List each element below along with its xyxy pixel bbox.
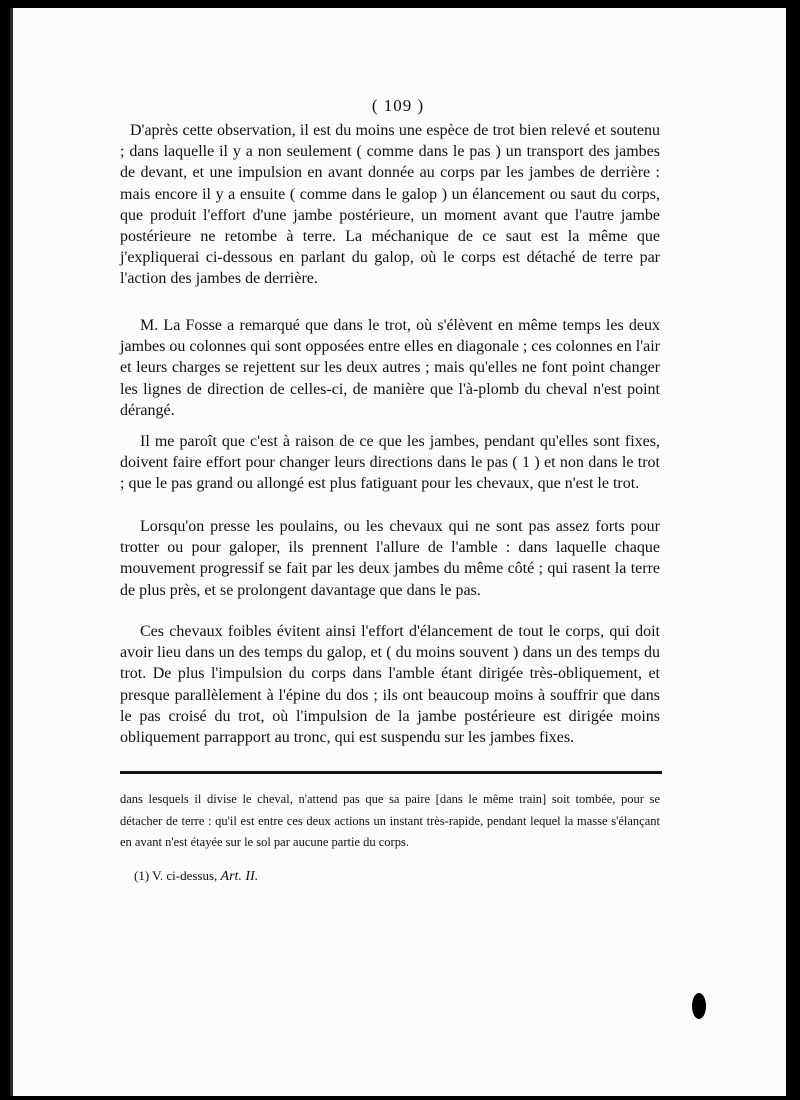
paragraph-3: Il me paroît que c'est à raison de ce que les jambes, pendant qu'elles sont fixes, doivent faire effort pour changer leurs directions dans le pas ( 1 ) et non dans le trot ; que le pas grand ou allongé est plus fatiguant pour les chevaux, que n'est le trot. — [120, 433, 660, 493]
paragraph-4: Lorsqu'on presse les poulains, ou les chevaux qui ne sont pas assez forts pour trotter ou pour galoper, ils prennent l'allure de l'amble : dans laquelle chaque mouvement progressif se fait par les deux jambes du même côté ; qui rasent la terre de plus près, et se prolongent davantage que dans le pas. — [120, 518, 660, 599]
footnote-1-marker: (1) V. ci-dessus, — [134, 868, 218, 883]
footnote-divider — [120, 771, 662, 774]
page-edge-shadow — [10, 8, 13, 1096]
page-number: ( 109 ) — [371, 96, 425, 115]
document-page — [10, 8, 786, 1096]
ink-blot — [692, 993, 706, 1019]
paragraph-1: D'après cette observation, il est du moins une espèce de trot bien relevé et soutenu ; dans laquelle il y a non seulement ( comme dans le pas ) un transport des jambes de devant, et une impulsion en avant donnée au corps par les jambes de derrière : mais encore il y a ensuite ( comme dans le galop ) un élancement ou saut du corps, que produit l'effort d'une jambe postérieure, un moment avant que l'autre jambe postérieure ne retombe à terre. La méchanique de ce saut est la même que j'expliquerai ci-dessous en parlant du galop, où le corps est détaché de terre par l'action des jambes de derrière. — [120, 122, 660, 288]
paragraph-2: M. La Fosse a remarqué que dans le trot, où s'élèvent en même temps les deux jambes ou colonnes qui sont opposées entre elles en diagonale ; ces colonnes en l'air et leurs charges se rejettent sur les deux autres ; mais qu'elles ne font point changer les lignes de direction de celles-ci, de manière que l'à-plomb du cheval n'est point dérangé. — [120, 317, 660, 419]
footnote-1 — [120, 865, 660, 888]
footnote-1-reference: Art. II. — [220, 869, 259, 884]
footnote-continuation: dans lesquels il divise le cheval, n'attend pas que sa paire [dans le même train] soit tombée, pour se détacher de terre : qu'il est entre ces deux actions un instant très-rapide, pendant lequel la masse s'élançant en avant n'est étayée sur le sol par aucune partie du corps. — [120, 792, 660, 849]
paragraph-5: Ces chevaux foibles évitent ainsi l'effort d'élancement de tout le corps, qui doit avoir lieu dans un des temps du galop, et ( du moins souvent ) dans un des temps du trot. De plus l'impulsion du corps dans l'amble étant dirigée très-obliquement, et presque parallèlement à l'épine du dos ; ils ont beaucoup moins à souffrir que dans le pas croisé du trot, où l'impulsion de la jambe postérieure est dirigée moins obliquement parrapport au tronc, qui est suspendu sur les jambes fixes. — [120, 623, 660, 747]
